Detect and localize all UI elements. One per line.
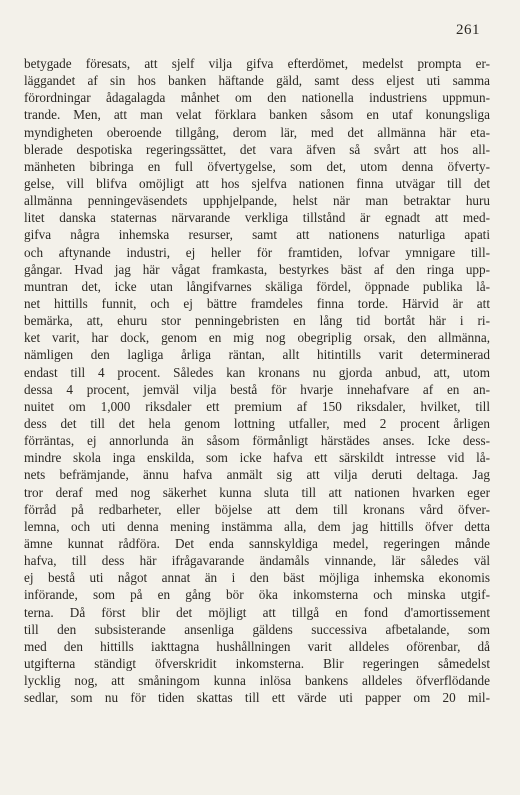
text-line: förråd på redbarheter, eller böjelse att dem till kronans vård öfver- (24, 501, 490, 517)
text-line: gångar. Hvad jag här vågat framkasta, bestyrkes bäst af den ringa upp- (24, 261, 490, 277)
text-line: allmänna penningeväsendets upphjelpande, helst när man betraktar huru (24, 193, 490, 209)
text-line: endast till 4 procent. Således kan kronans nu gjorda anbud, att, utom (24, 364, 490, 380)
text-line: ämne kunnat rådföra. Det enda sannskyldiga medel, regeringen månde (24, 535, 490, 551)
page-number: 261 (456, 22, 480, 38)
text-line: hafva, till dess här ifrågavarande ändamåls vinnande, lär således väl (24, 553, 490, 569)
text-line: terna. Då först blir det möjligt att tillgå en fond d'amortissement (24, 604, 490, 620)
text-line: trande. Men, att man velat förklara banken såsom en utaf konungsliga (24, 107, 490, 123)
text-line: ej bestå uti något annat än i den bäst möjliga inhemska ekonomis (24, 570, 490, 586)
text-line: förordningar ådagalagda månhet om den nationella industriens uppmun- (24, 90, 490, 106)
text-line: lemna, och uti denna mening instämma alla, dem jag hittills öfver detta (24, 518, 490, 534)
text-line: nuitet om 1,000 riksdaler ett premium af 150 riksdaler, hvilket, till (24, 398, 490, 414)
text-line: nämligen den lagliga årliga räntan, allt hitintills varit determinerad (24, 347, 490, 363)
text-line: lycklig nog, att småningom kunna inlösa bankens alldeles öfverflödande (24, 673, 490, 689)
text-line: gifva några inhemska resurser, samt att nationens naturliga apati (24, 227, 490, 243)
text-line: myndigheten oberoende tillgång, derom lär, med det allmänna här eta- (24, 124, 490, 140)
text-line: utgifterna ständigt öfverskridit inkomsterna. Blir regeringen såmedelst (24, 655, 490, 671)
text-line: dess det till det hela genom lottning utfaller, med 2 procent årligen (24, 415, 490, 431)
text-line: nets befrämjande, ännu hafva anmält sig att vilja deruti deltaga. Jag (24, 467, 490, 483)
text-line: med den hittills iakttagna hushållningen varit alldeles oförenbar, då (24, 638, 490, 654)
text-line: införande, som på en gång bör öka inkomsterna och minska utgif- (24, 587, 490, 603)
text-line: net hittills funnit, och ej bättre framdeles finna torde. Härvid är att (24, 295, 490, 311)
text-line: gelse, vill blifva omöjligt att hos sjelfva nationen finna utvägar till det (24, 175, 490, 191)
text-line: sedlar, som nu för tiden skattas till ett värde uti papper om 20 mil- (24, 690, 490, 706)
text-line: blerade despotiska regeringssättet, det vara äfven så svårt att hos all- (24, 141, 490, 157)
text-line: mänheten bibringa en full öfvertygelse, som det, utom denna öfverty- (24, 158, 490, 174)
text-line: betygade föresats, att sjelf vilja gifva efterdömet, medelst prompta er- (24, 56, 490, 71)
text-line: och aftynande industri, ej heller för framtiden, lofvar ymnigare till- (24, 244, 490, 260)
text-line: litet danska staternas närvarande verkliga tillstånd är egnadt att med- (24, 210, 490, 226)
text-line: bemärka, att, ehuru stor penningebristen en lång tid bortåt här i ri- (24, 313, 490, 329)
text-line: muntran det, icke utan långifvarnes skäliga fördel, öppnade publika lå- (24, 278, 490, 294)
text-line: läggandet af sin hos banken häftande gäld, samt dess eljest uti samma (24, 73, 490, 89)
text-line: ket varit, har dock, genom en mig nog obegriplig orsak, den allmänna, (24, 330, 490, 346)
text-line: förräntas, ej annorlunda än såsom förmånligt härstädes anses. Icke dess- (24, 433, 490, 449)
body-text (24, 55, 490, 706)
text-line: dessa 4 procent, jemväl vilja bestå för hvarje innehafvare af en an- (24, 381, 490, 397)
text-line: tror deraf med nog säkerhet kunna sluta till att nationen hvarken eger (24, 484, 490, 500)
text-line: mindre skola inga enskilda, som icke hafva ett särskildt intresse vid lå- (24, 450, 490, 466)
text-line: till den subsisterande ansenliga gäldens successiva afbetalande, som (24, 621, 490, 637)
